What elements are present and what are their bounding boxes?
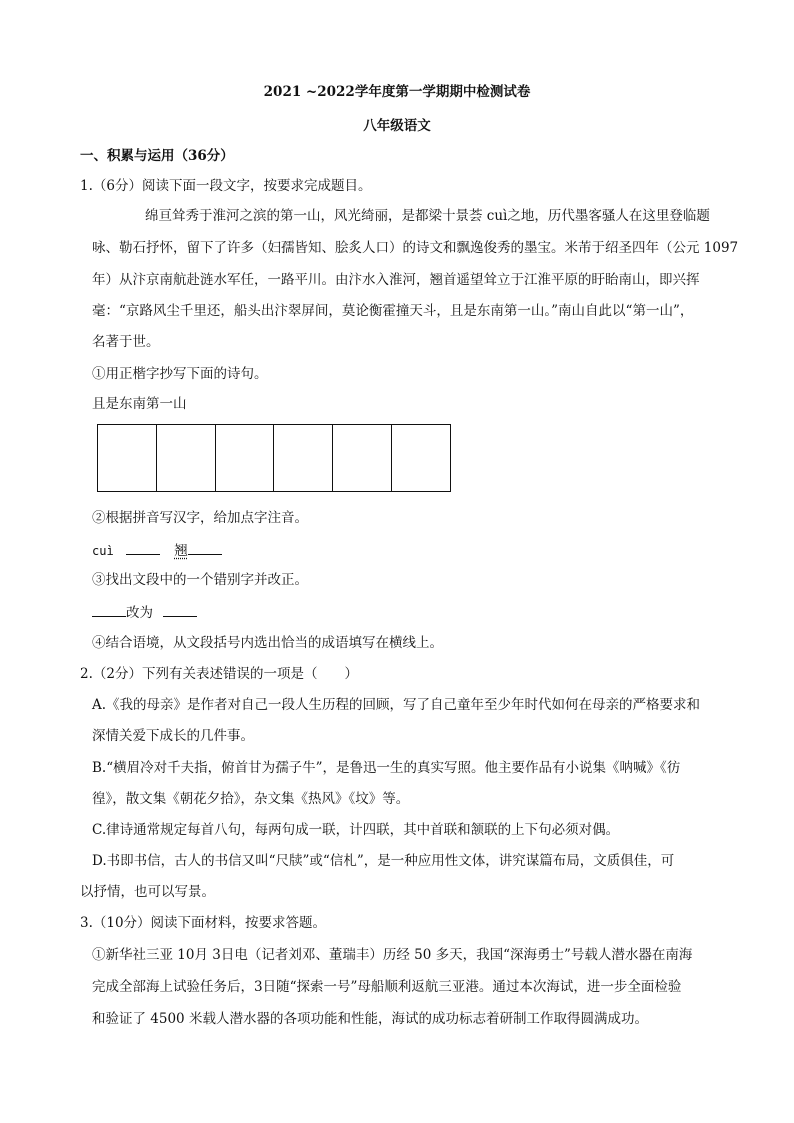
q3-para-line-3: 和验证了 4500 米载人潜水器的各项功能和性能，海试的成功标志着研制工作取得圆满成功。: [92, 1011, 648, 1027]
q2-option-a-line-1: A.《我的母亲》是作者对自己一段人生历程的回顾，写了自己童年至少年时代如何在母亲的严格要求和: [92, 697, 701, 713]
q1-passage-line-2: 咏、勒石抒怀，留下了许多（妇孺皆知、脍炙人口）的诗文和飘逸俊秀的墨宝。米芾于绍圣四年（公元 1097: [92, 240, 739, 256]
correct-char-blank[interactable]: [163, 602, 197, 617]
grid-cell[interactable]: [157, 425, 216, 491]
q1-passage-line-3: 年）从汴京南航赴涟水军任，一路平川。由汴水入淮河，翘首遥望耸立于江淮平原的盱眙南山，即兴挥: [92, 272, 700, 288]
q1-passage-line-4: 毫：“京路风尘千里还，船头出汴翠屏间，莫论衡霍撞天斗，且是东南第一山。”南山自此以“第一山”，: [92, 303, 694, 319]
subject-title: 八年级语文: [363, 118, 431, 134]
question-1-stem: 1.（6分）阅读下面一段文字，按要求完成题目。: [80, 178, 372, 194]
char-answer-blank[interactable]: [188, 540, 222, 555]
q2-option-d-line-2: 以抒情，也可以写景。: [80, 884, 215, 900]
pinyin-label: cuì: [92, 544, 114, 558]
q2-option-c: C.律诗通常规定每首八句，每两句成一联，计四联，其中首联和颔联的上下句必须对偶。: [92, 822, 620, 838]
wrong-char-blank[interactable]: [92, 602, 126, 617]
q3-para-line-1: ①新华社三亚 10月 3日电（记者刘邓、董瑞丰）历经 50 多天，我国“深海勇士”号载人潜水器在南海: [92, 947, 693, 963]
pinyin-answer-blank[interactable]: [126, 540, 160, 555]
q1-sub2-answer-row: [92, 540, 222, 561]
grid-cell[interactable]: [216, 425, 275, 491]
q1-sub3: ③找出文段中的一个错别字并改正。: [92, 572, 308, 588]
grid-cell[interactable]: [98, 425, 157, 491]
q1-sub3-answer-row: [92, 602, 197, 623]
q1-sub4: ④结合语境，从文段括号内选出恰当的成语填写在横线上。: [92, 635, 443, 651]
change-to-label: 改为: [126, 605, 153, 621]
q2-option-a-line-2: 深情关爱下成长的几件事。: [92, 728, 254, 744]
q1-sub2: ②根据拼音写汉字，给加点字注音。: [92, 510, 308, 526]
question-3-stem: 3.（10分）阅读下面材料，按要求答题。: [80, 915, 327, 931]
question-2-stem: 2.（2分）下列有关表述错误的一项是（ ）: [80, 666, 358, 682]
q1-passage-line-1: 绵亘耸秀于淮河之滨的第一山，风光绮丽，是都梁十景荟 cuì之地，历代墨客骚人在这里登临题: [145, 208, 710, 224]
q2-option-b-line-2: 徨》，散文集《朝花夕拾》，杂文集《热风》《坟》等。: [92, 791, 410, 807]
grid-cell[interactable]: [274, 425, 333, 491]
q1-sub1: ①用正楷字抄写下面的诗句。: [92, 366, 268, 382]
q3-para-line-2: 完成全部海上试验任务后，3日随“探索一号”母船顺利返航三亚港。通过本次海试，进一步全面检验: [92, 979, 682, 995]
q2-option-d-line-1: D.书即书信，古人的书信又叫“尺牍”或“信札”，是一种应用性文体，讲究谋篇布局，文质俱佳，可: [92, 853, 675, 869]
grid-cell[interactable]: [333, 425, 392, 491]
section-heading: 一、积累与运用（36分）: [80, 148, 234, 164]
dotted-char: 翘: [174, 543, 188, 559]
q1-passage-line-5: 名著于世。: [92, 334, 160, 350]
grid-cell[interactable]: [392, 425, 450, 491]
exam-title: 2021 ~2022学年度第一学期期中检测试卷: [263, 84, 531, 100]
q2-option-b-line-1: B.“横眉冷对千夫指，俯首甘为孺子牛”，是鲁迅一生的真实写照。他主要作品有小说集《呐喊》《彷: [92, 760, 681, 776]
writing-grid[interactable]: [97, 424, 451, 492]
copy-text: 且是东南第一山: [92, 396, 187, 412]
